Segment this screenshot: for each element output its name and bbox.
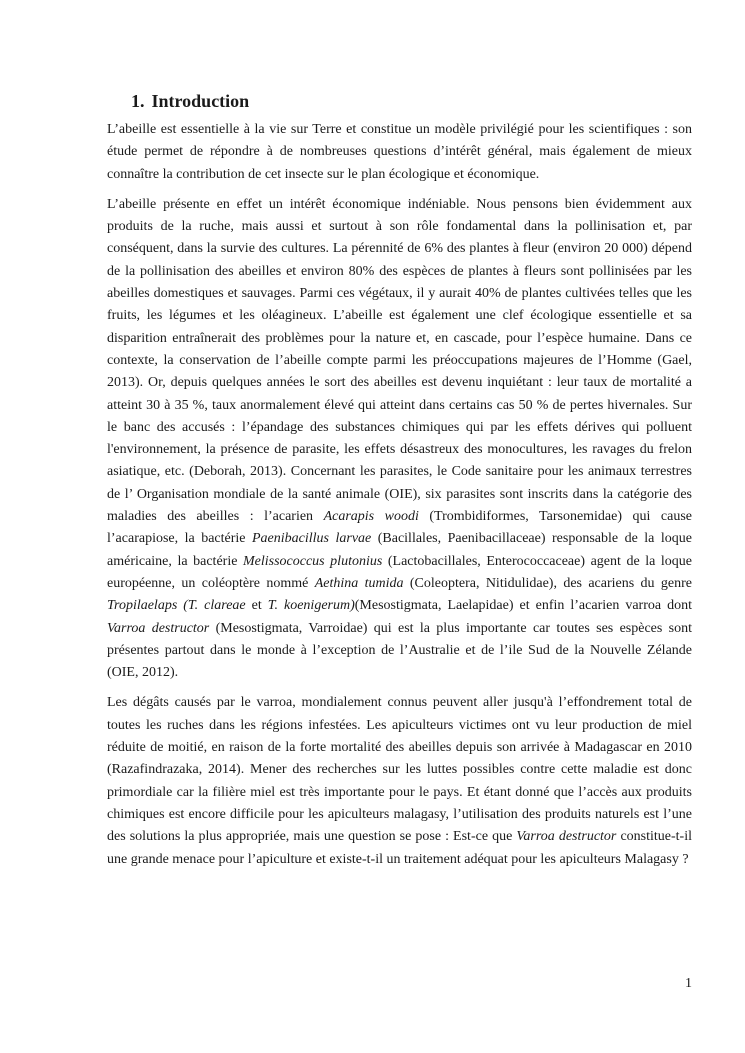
text-run: Les dégâts causés par le varroa, mondialement connus peuvent aller jusqu'à l’effondrement total de toutes les ruches dans les régions infestées. Les apiculteurs victimes ont vu leur production de miel réduite de moitié, en raison de la forte mortalité des abeilles depuis son arrivée à Madagascar en 2010 (Razafindrazaka, 2014). Mener des recherches sur les luttes possibles contre cette maladie est donc primordiale car la filière miel est très importante pour le pays. Et étant donné que l’accès aux produits chimiques est encore difficile pour les apiculteurs malagasy, l’utilisation des produits naturels est l’une des solutions la plus appropriée, mais une question se pose : Est-ce que [107,695,692,845]
italic-term: Varroa destructor [516,829,617,845]
italic-term: Melissococcus plutonius [242,553,383,569]
italic-term: Acarapis woodi [323,509,419,525]
italic-term: Aethina tumida [314,575,404,591]
text-run: (Mesostigmata, Laelapidae) et enfin l’acarien varroa dont [354,598,692,614]
italic-term: Tropilaelaps (T. clareae [107,598,246,614]
text-run: (Coleoptera, Nitidulidae), des acariens du genre [403,575,693,591]
text-run: L’abeille présente en effet un intérêt économique indéniable. Nous pensons bien évidemment aux produits de la ruche, mais aussi et surtout à son rôle fondamental dans la pollinisation et, par conséquent, dans la survie des cultures. La pérennité de 6% des plantes à fleur (environ 20 000) dépend de la pollinisation des abeilles et environ 80% des espèces de plantes à fleurs sont pollinisées par les abeilles domestiques et sauvages. Parmi ces végétaux, il y aurait 40% de plantes cultivées telles que les fruits, les légumes et les oléagineux. L’abeille est également une clef écologique essentielle et sa disparition entraînerait des problèmes pour la nature et, en cascade, pour l’espèce humaine. Dans ce contexte, la conservation de l’abeille compte parmi les préoccupations majeures de l’Homme (Gael, 2013). Or, depuis quelques années le sort des abeilles est devenu inquiétant : leur taux de mortalité a atteint 30 à 35 %, taux anormalement élevé qui atteint dans certains cas 50 % de pertes hivernales. Sur le banc des accusés : l’épandage des substances chimiques qui par les effets dérives qui polluent l'environnement, la présence de parasite, les effets désastreux des monocultures, les ravages du frelon asiatique, etc. (Deborah, 2013). Concernant les parasites, le Code sanitaire pour les animaux terrestres de l’ Organisation mondiale de la santé animale (OIE), six parasites sont inscrits dans la catégorie des maladies des abeilles : l’acarien [107,196,692,525]
paragraph-1 [107,119,692,186]
text-run: L’abeille est essentielle à la vie sur Terre et constitue un modèle privilégié pour les scientifiques : son étude permet de répondre à de nombreuses questions d’intérêt général, mais également de mieux connaître la contribution de cet insecte sur le plan écologique et économique. [107,122,692,182]
paragraph-2 [107,194,692,685]
section-number: 1. [131,91,145,111]
text-run: constitue-t-il une grande menace pour l’apiculture et existe-t-il un traitement adéquat pour les apiculteurs Malagasy ? [107,829,692,867]
section-heading [131,89,249,113]
text-run: (Trombidiformes, Tarsonemidae) qui cause l’acarapiose, la bactérie [107,509,693,547]
italic-term: Varroa destructor [107,620,210,636]
italic-term: Paenibacillus larvae [252,531,372,547]
page-number: 1 [685,976,692,991]
text-run: (Mesostigmata, Varroidae) qui est la plus importante car toutes ses espèces sont présentes partout dans le monde à l’exception de l’Australie et de l’ile Sud de la Nouvelle Zélande (OIE, 2012). [107,620,692,681]
text-run: (Lactobacillales, Enterococcaceae) agent de la loque européenne, un coléoptère nommé [107,553,692,591]
text-run: (Bacillales, Paenibacillaceae) responsable de la loque américaine, la bactérie [107,531,692,569]
italic-term: T. koenigerum) [267,598,355,614]
paragraph-3 [107,692,692,870]
body-text [107,119,692,879]
section-title: Introduction [151,91,250,111]
text-run: et [245,598,268,614]
